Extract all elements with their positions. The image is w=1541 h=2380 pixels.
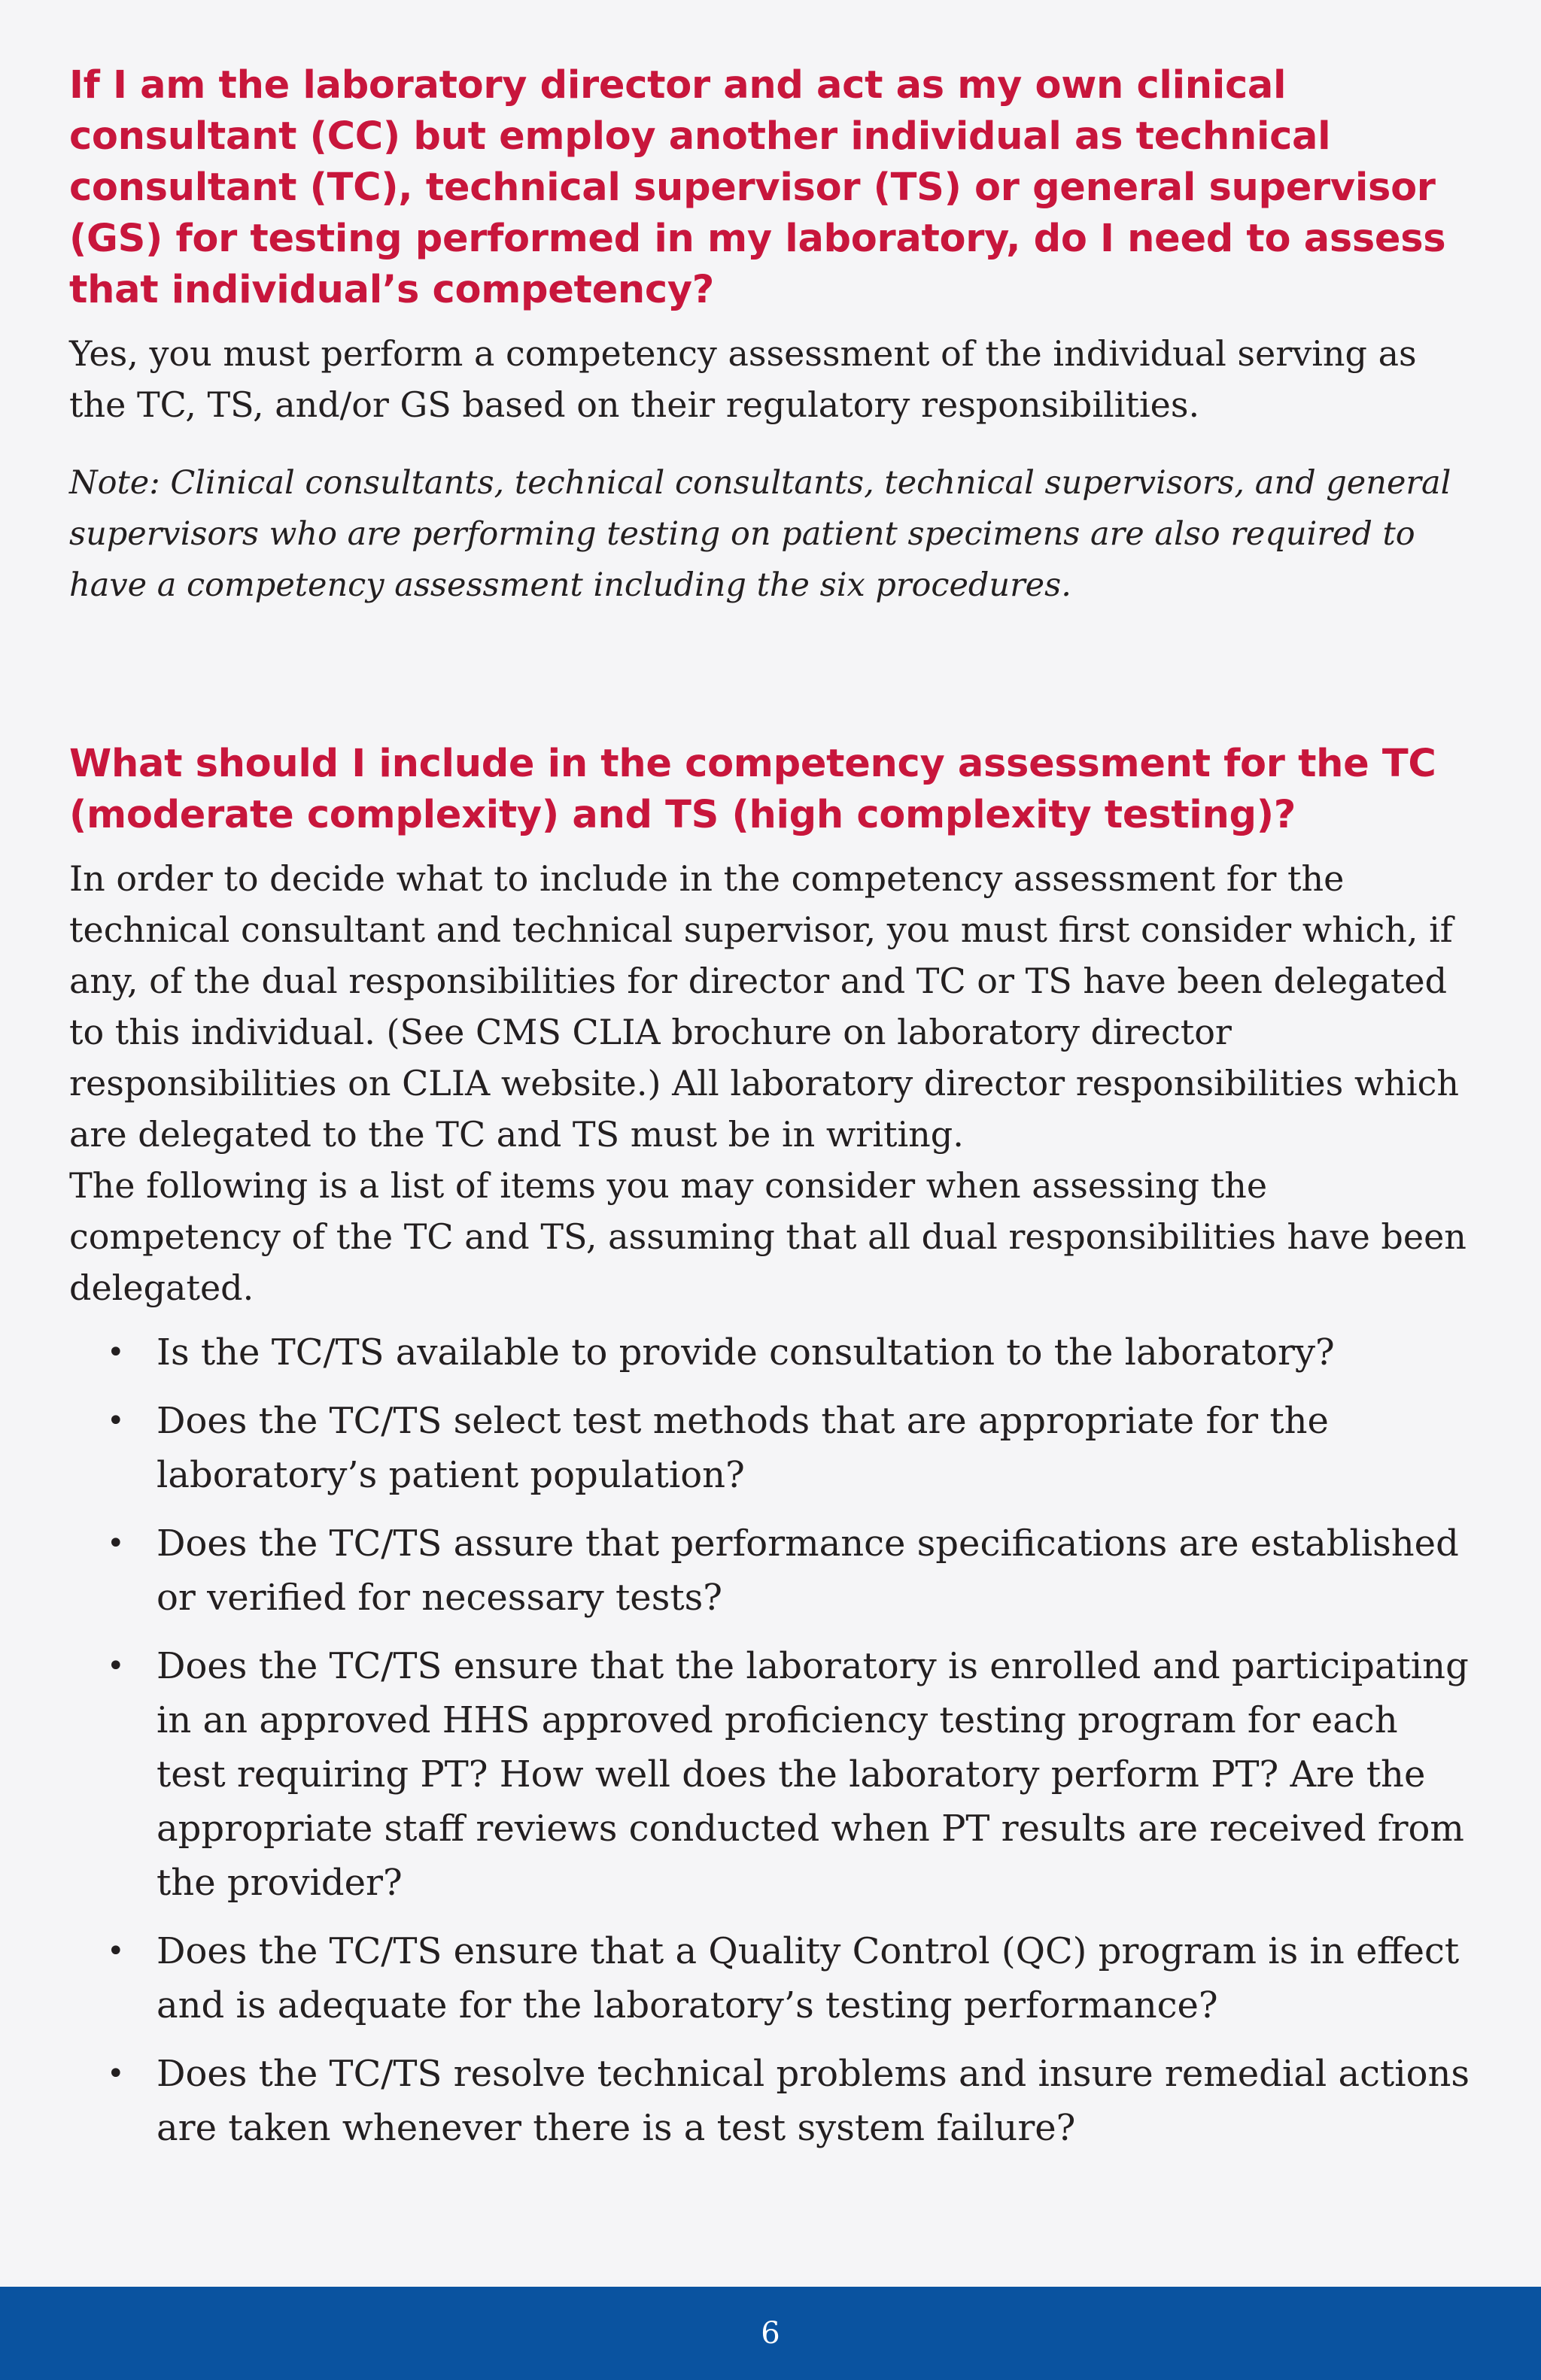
bullet-icon: • xyxy=(107,1335,125,1370)
bullet-icon: • xyxy=(107,1526,125,1561)
note-paragraph: Note: Clinical consultants, technical consultants, technical supervisors, and general supervisors who are performing testing on patient specimens are also required to have a competency assessment including the six procedures. xyxy=(69,464,1451,604)
list-item-text: Does the TC/TS select test methods that are appropriate for the laboratory’s patient population? xyxy=(157,1400,1329,1496)
page-number: 6 xyxy=(761,2316,780,2351)
footer-bar xyxy=(0,2287,1541,2380)
list-item xyxy=(69,1325,1472,1380)
list-item-text: Is the TC/TS available to provide consultation to the laboratory? xyxy=(157,1331,1335,1374)
list-item xyxy=(69,2047,1472,2155)
list-item xyxy=(69,1924,1472,2032)
bullet-icon: • xyxy=(107,1404,125,1438)
bullet-icon: • xyxy=(107,1934,125,1969)
intro-paragraph: In order to decide what to include in the competency assessment for the technical consultant and technical supervisor, you must first consider which, if any, of the dual responsibilities for director and TC or TS have been delegated to this individual. (See CMS CLIA brochure on laboratory director responsibilities on CLIA website.) All laboratory director responsibilities which are delegated to the TC and TS must be in writing. xyxy=(69,858,1459,1155)
bullet-icon: • xyxy=(107,2057,125,2091)
list-item xyxy=(69,1394,1472,1502)
list-item xyxy=(69,1639,1472,1910)
list-item xyxy=(69,1516,1472,1625)
list-item-text: Does the TC/TS assure that performance specifications are established or verified for necessary tests? xyxy=(157,1522,1459,1619)
question-heading-1: If I am the laboratory director and act as my own clinical consultant (CC) but employ another individual as technical consultant (TC), technical supervisor (TS) or general supervisor (GS) for testing performed in my laboratory, do I need to assess that individual’s competency? xyxy=(69,63,1446,312)
question-heading-2: What should I include in the competency assessment for the TC (moderate complexity) and TS (high complexity testing)? xyxy=(69,742,1436,837)
list-intro-paragraph: The following is a list of items you may consider when assessing the competency of the TC and TS, assuming that all dual responsibilities have been delegated. xyxy=(69,1165,1467,1308)
bullet-icon: • xyxy=(107,1649,125,1683)
list-item-text: Does the TC/TS ensure that the laboratory is enrolled and participating in an approved HHS approved proficiency testing program for each test requiring PT? How well does the laboratory perform PT? Are the appropriate staff reviews conducted when PT results are received from the provider? xyxy=(157,1645,1469,1904)
section-spacer xyxy=(69,611,1472,739)
assessment-items-list xyxy=(69,1325,1472,2155)
answer-paragraph-1: Yes, you must perform a competency assessment of the individual serving as the TC, TS, and/or GS based on their regulatory responsibilities. xyxy=(69,333,1417,425)
list-item-text: Does the TC/TS resolve technical problems and insure remedial actions are taken whenever there is a test system failure? xyxy=(157,2053,1470,2149)
list-item-text: Does the TC/TS ensure that a Quality Control (QC) program is in effect and is adequate for the laboratory’s testing performance? xyxy=(157,1930,1460,2026)
